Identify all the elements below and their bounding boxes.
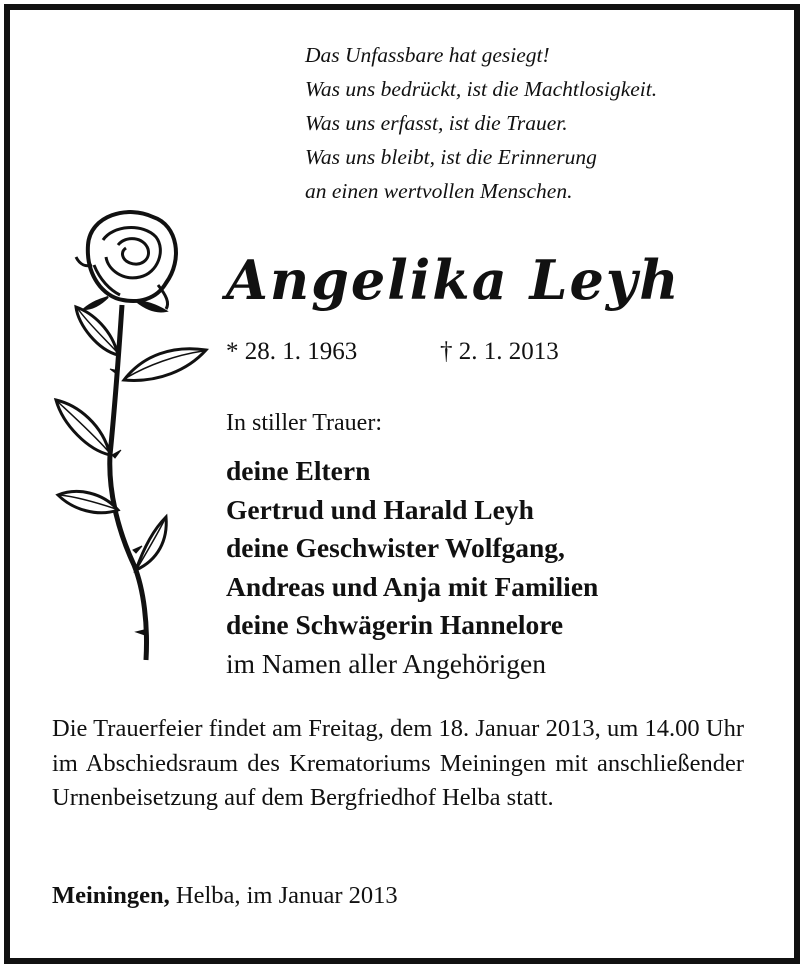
family-line: Andreas und Anja mit Familien	[226, 570, 599, 602]
poem	[305, 38, 657, 208]
family-list	[226, 452, 598, 683]
ceremony-text: Die Trauerfeier findet am Freitag, dem 18. Januar 2013, um 14.00 Uhr im Abschiedsraum des Krematoriums Meiningen mit anschließender Urnenbeisetzung auf dem Bergfriedhof Helba statt.	[52, 715, 744, 811]
family-line: Gertrud und Harald Leyh	[226, 493, 534, 525]
family-line: deine Schwägerin Hannelore	[226, 609, 564, 640]
rose-icon	[48, 205, 213, 675]
family-line: deine Geschwister Wolfgang,	[226, 532, 565, 563]
poem-line: an einen wertvollen Menschen.	[305, 179, 573, 203]
poem-line: Was uns bleibt, ist die Erinnerung	[305, 145, 597, 169]
relatives-line: im Namen aller Angehörigen	[226, 647, 546, 679]
poem-line: Was uns erfasst, ist die Trauer.	[305, 111, 568, 135]
poem-line: Was uns bedrückt, ist die Machtlosigkeit.	[305, 77, 658, 101]
poem-line: Das Unfassbare hat gesiegt!	[305, 43, 550, 67]
death-date: † 2. 1. 2013	[440, 338, 559, 365]
deceased-name: Angelika Leyh	[226, 248, 681, 312]
mourning-intro: In stiller Trauer:	[226, 410, 382, 436]
family-line: deine Eltern	[226, 455, 371, 486]
closing-line	[52, 882, 398, 910]
closing-rest: Helba, im Januar 2013	[169, 882, 398, 909]
closing-place: Meiningen,	[52, 882, 170, 909]
birth-date: * 28. 1. 1963	[226, 338, 358, 365]
